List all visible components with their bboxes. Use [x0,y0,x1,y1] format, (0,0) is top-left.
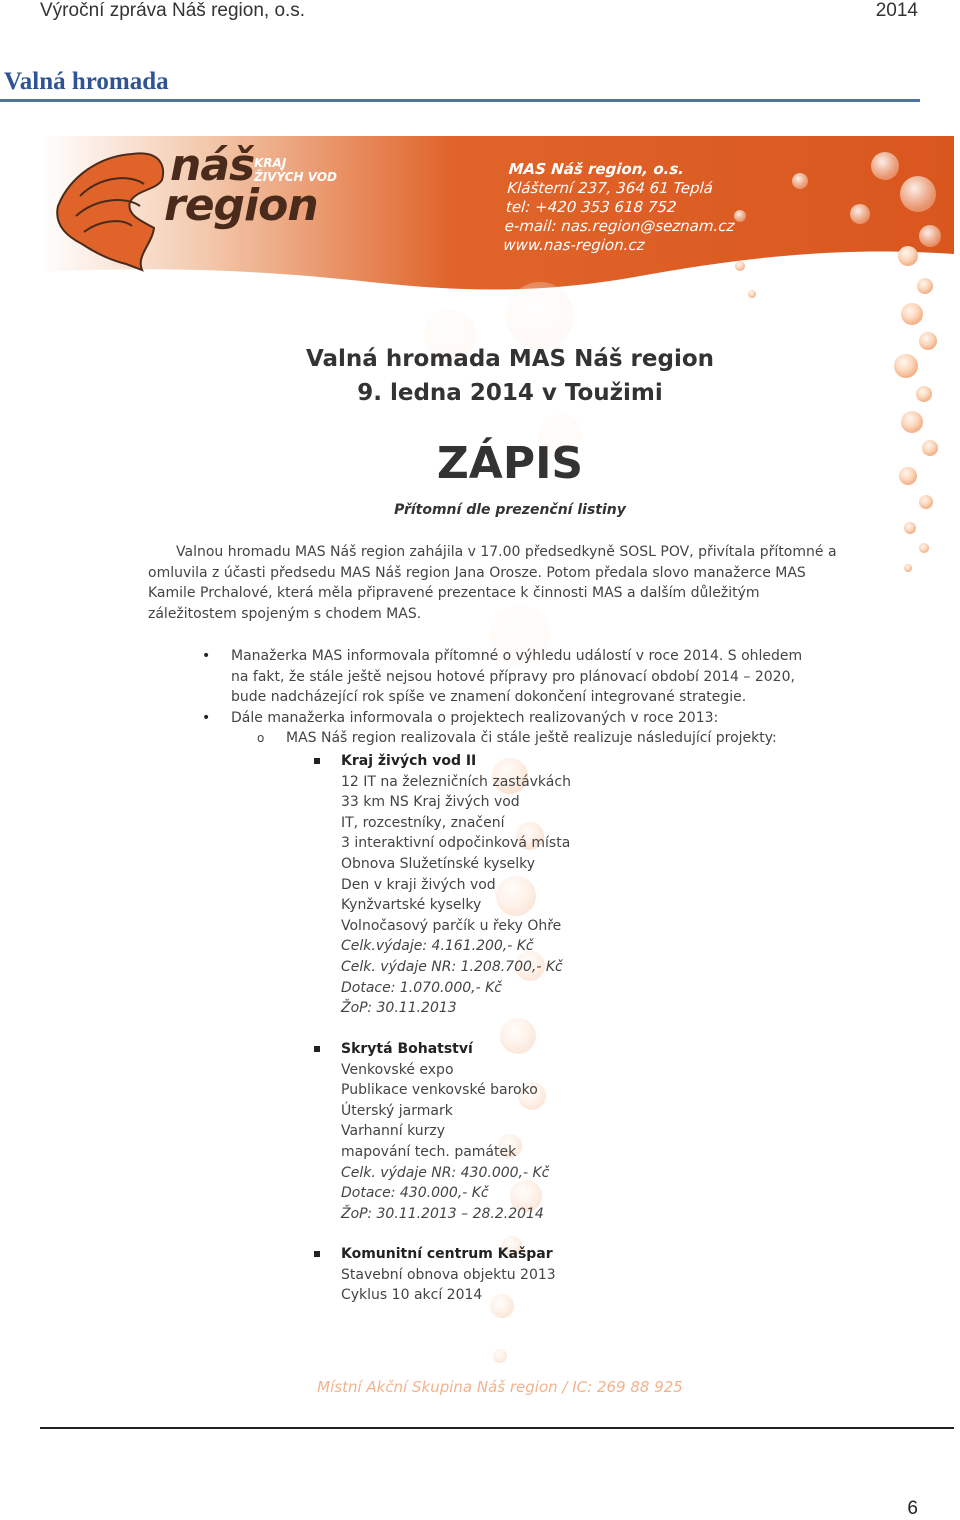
project-item: Venkovské expo [341,1061,454,1078]
project-item: 12 IT na železničních zastávkách [341,773,571,790]
project-item: Volnočasový parčík u řeky Ohře [341,917,562,934]
project-item: Obnova Služetínské kyselky [341,855,536,872]
intro-paragraph: Valnou hromadu MAS Náš region zahájila v 17.00 předsedkyně SOSL POV, přivítala přítomné a omluvila z účasti předsedu MAS Náš region Jana Orosze. Potom předala slovo manažerce MAS Kamile Prchalové, která měla připravené prezentace k činnosti MAS a dalším důležitým záležitostem spojeným s chodem MAS. [148,544,837,622]
page-number: 6 [907,1498,918,1519]
logo-tagline-line1: KRAJ [254,156,287,170]
project-finance: ŽoP: 30.11.2013 – 28.2.2014 [341,1205,544,1222]
contact-name: MAS Náš region, o.s. [508,160,685,178]
contact-address: Klášterní 237, 364 61 Teplá [506,179,714,197]
project-item: Publikace venkovské baroko [341,1082,538,1099]
sub-bullet-item: o MAS Náš region realizovala či stále ještě realizuje následující projekty: [202,728,822,749]
project-finance: Dotace: 430.000,- Kč [341,1185,489,1202]
project-item: mapování tech. památek [341,1143,517,1160]
project-item: Úterský jarmark [341,1102,453,1119]
project-title: Komunitní centrum Kašpar [341,1244,556,1265]
project-item: Den v kraji živých vod [341,876,496,893]
project-finance: Celk. výdaje NR: 1.208.700,- Kč [341,958,563,975]
scanned-document [40,136,954,1416]
bullet-item: • Manažerka MAS informovala přítomné o výhledu událostí v roce 2014. S ohledem na fakt, že stále ještě nejsou hotové přípravy pro plánovací období 2014 – 2020, bude nadcházející rok spíše ve znamení dokončení integrované strategie. [202,646,822,708]
running-header-title: Výroční zpráva Náš region, o.s. [40,0,306,21]
running-header-year: 2014 [875,0,918,21]
section-title-rule [0,99,920,102]
project-finance: Dotace: 1.070.000,- Kč [341,979,502,996]
project-finance: ŽoP: 30.11.2013 [341,1000,457,1017]
contact-web: www.nas-region.cz [502,236,646,254]
contact-email: e-mail: nas.region@seznam.cz [504,217,736,235]
contact-block [503,160,739,255]
logo-word-region: region [164,180,318,231]
logo-word-nas: náš [170,140,255,191]
project-item: 3 interaktivní odpočinková místa [341,835,571,852]
project-finance: Celk. výdaje NR: 430.000,- Kč [341,1164,550,1181]
section-title: Valná hromada [4,68,169,95]
project-item: Cyklus 10 akcí 2014 [341,1287,483,1304]
project-block [341,751,571,1019]
logo-tagline-line2: ŽIVÝCH VOD [254,170,337,184]
project-block [341,1244,556,1306]
document-title-line2: 9. ledna 2014 v Toužimi [357,380,663,406]
footer-rule [40,1427,954,1429]
project-item: 33 km NS Kraj živých vod [341,794,520,811]
zapis-heading: ZÁPIS [436,438,584,489]
zapis-subheading: Přítomní dle prezenční listiny [394,502,626,518]
project-title: Skrytá Bohatství [341,1039,549,1060]
project-item: IT, rozcestníky, značení [341,814,505,831]
project-title: Kraj živých vod II [341,751,571,772]
project-finance: Celk.výdaje: 4.161.200,- Kč [341,938,534,955]
project-item: Kynžvartské kyselky [341,897,482,914]
project-block [341,1039,549,1224]
logo-tagline [254,156,337,184]
project-item: Varhanní kurzy [341,1123,446,1140]
scan-footer: Místní Akční Skupina Náš region / IC: 269 88 925 [317,1378,683,1396]
bullet-list [202,646,822,749]
project-item: Stavební obnova objektu 2013 [341,1266,556,1283]
document-title-line1: Valná hromada MAS Náš region [305,346,715,372]
bullet-item: • Dále manažerka informovala o projektech realizovaných v roce 2013: [202,708,822,729]
contact-tel: tel: +420 353 618 752 [505,198,678,216]
